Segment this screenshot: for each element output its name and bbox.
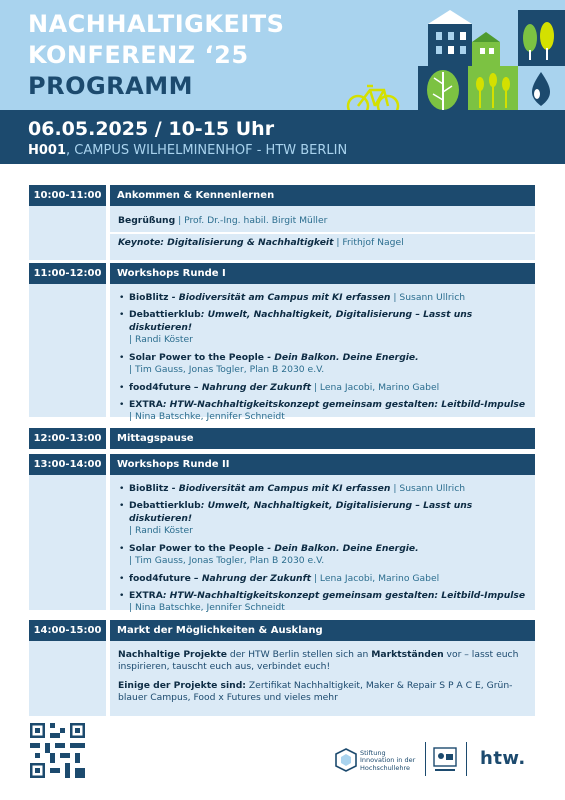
session-time: 10:00-11:00 bbox=[29, 185, 106, 206]
session-body bbox=[110, 284, 535, 423]
keynote-label: Keynote: Digitalisierung & Nachhaltigkeit bbox=[118, 237, 334, 249]
stiftung-logo-icon bbox=[335, 748, 357, 772]
market-description: Nachhaltige Projekte der HTW Berlin stellen sich an Marktständen vor – lasst euch inspirieren, tauscht euch aus, verbindet euch! bbox=[118, 649, 519, 673]
greeting-label: Begrüßung bbox=[118, 215, 176, 226]
workshop-item: • food4future – Nahrung der Zukunft | Lena Jacobi, Marino Gabel bbox=[129, 382, 527, 394]
time-column-fill bbox=[29, 284, 106, 417]
session-time: 11:00-12:00 bbox=[29, 263, 106, 284]
divider bbox=[110, 232, 535, 234]
divider bbox=[425, 742, 426, 776]
title-line-1: NACHHALTIGKEITS bbox=[28, 10, 285, 38]
divider bbox=[466, 742, 467, 776]
workshop-item: • Solar Power to the People - Dein Balkon. Deine Energie. | Tim Gauss, Jonas Togler, Plan B 2030 e.V. bbox=[129, 352, 527, 377]
session-title: Markt der Möglichkeiten & Ausklang bbox=[110, 620, 535, 641]
session-title: Workshops Runde II bbox=[110, 454, 535, 475]
workshop-item: • EXTRA: HTW-Nachhaltigkeitskonzept gemeinsam gestalten: Leitbild-Impulse | Nina Batschke, Jennifer Schneidt bbox=[129, 399, 527, 424]
time-column-fill bbox=[29, 641, 106, 716]
event-date: 06.05.2025 / 10-15 Uhr bbox=[28, 118, 275, 140]
workshop-item: • BioBlitz - Biodiversität am Campus mit KI erfassen | Susann Ullrich bbox=[129, 483, 527, 495]
session-title: Workshops Runde I bbox=[110, 263, 535, 284]
session-title: Ankommen & Kennenlernen bbox=[110, 185, 535, 206]
workshop-item: • Solar Power to the People - Dein Balkon. Deine Energie. | Tim Gauss, Jonas Togler, Plan B 2030 e.V. bbox=[129, 543, 527, 568]
workshop-item: • Debattierklub: Umwelt, Nachhaltigkeit, Digitalisierung – Lasst uns diskutieren! | Randi Köster bbox=[129, 309, 527, 346]
workshop-item: • EXTRA: HTW-Nachhaltigkeitskonzept gemeinsam gestalten: Leitbild-Impulse | Nina Batschke, Jennifer Schneidt bbox=[129, 590, 527, 615]
greeting-speaker: | Prof. Dr.-Ing. habil. Birgit Müller bbox=[175, 215, 328, 226]
qr-code-icon[interactable] bbox=[30, 723, 85, 778]
venue-name: , CAMPUS WILHELMINENHOF - HTW BERLIN bbox=[66, 143, 348, 158]
time-column-fill bbox=[29, 206, 106, 260]
session-time: 12:00-13:00 bbox=[29, 428, 106, 449]
project-list: Einige der Projekte sind: Zertifikat Nachhaltigkeit, Maker & Repair S P A C E, Grün-blauer Campus, Food x Futures und vieles mehr bbox=[118, 679, 513, 704]
workshop-item: • BioBlitz - Biodiversität am Campus mit KI erfassen | Susann Ullrich bbox=[129, 292, 527, 304]
title-line-3: PROGRAMM bbox=[28, 72, 193, 100]
house-icon bbox=[428, 10, 500, 66]
room-number: H001 bbox=[28, 143, 67, 158]
time-column-fill bbox=[29, 475, 106, 610]
session-title: Mittagspause bbox=[110, 428, 535, 449]
session-time: 13:00-14:00 bbox=[29, 454, 106, 475]
partner-logos bbox=[330, 740, 540, 780]
conference-logo-icon bbox=[432, 746, 458, 774]
session-body bbox=[110, 475, 535, 614]
stiftung-name: Stiftung Innovation in der Hochschullehre bbox=[360, 749, 416, 772]
workshop-item: • Debattierklub: Umwelt, Nachhaltigkeit, Digitalisierung – Lasst uns diskutieren! | Randi Köster bbox=[129, 500, 527, 537]
session-body bbox=[110, 641, 535, 716]
htw-logo[interactable]: htw. bbox=[480, 748, 526, 769]
session-time: 14:00-15:00 bbox=[29, 620, 106, 641]
workshop-item: • food4future – Nahrung der Zukunft | Lena Jacobi, Marino Gabel bbox=[129, 573, 527, 585]
event-venue bbox=[28, 143, 347, 158]
tree-icon bbox=[518, 10, 565, 66]
keynote-speaker: | Frithjof Nagel bbox=[333, 237, 404, 249]
title-line-2: KONFERENZ ‘25 bbox=[28, 41, 249, 69]
